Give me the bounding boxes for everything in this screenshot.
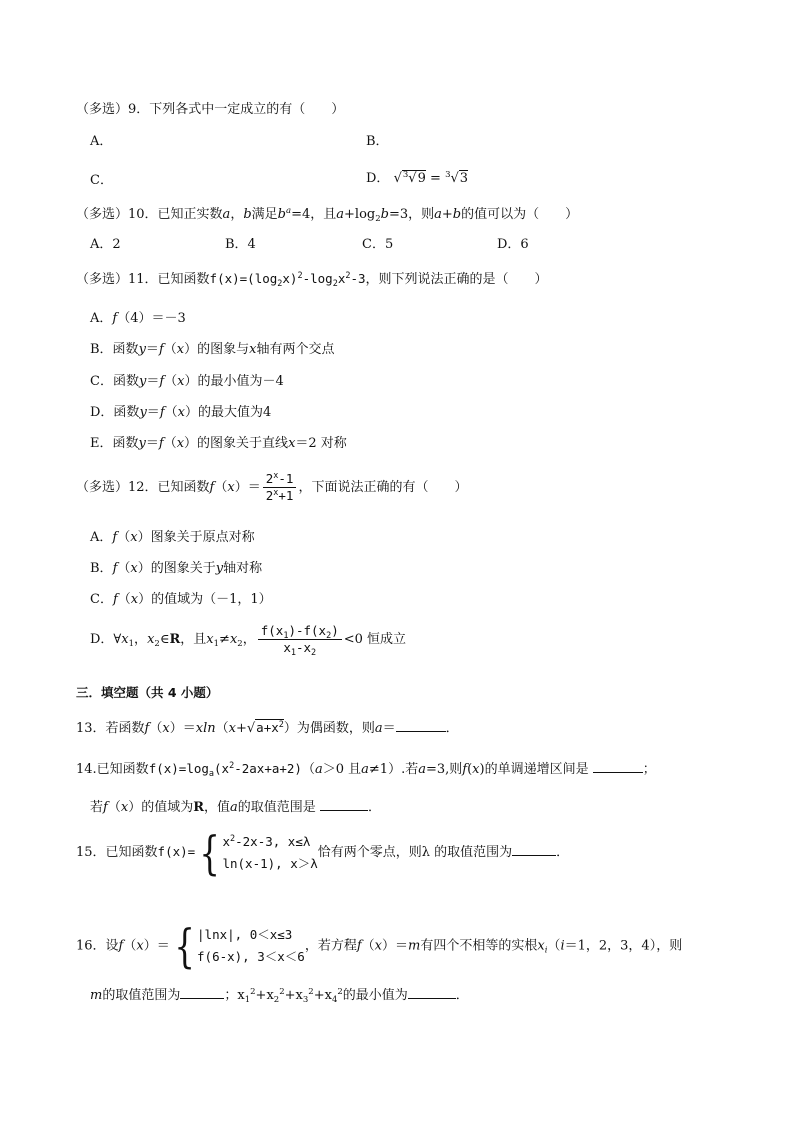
q11-option-b: B．函数y＝f（x）的图象与x轴有两个交点: [90, 342, 335, 357]
q13-stem: 13．若函数$f(x)=xln(x+√a+x^2)$为偶函数，则a＝ ．: [76, 720, 459, 736]
q16-cases: |lnx|, 0＜x≤3 f(6-x), 3＜x＜6: [197, 927, 305, 964]
q12-option-c: C．f（x）的值域为（－1，1）: [90, 592, 272, 607]
q11-option-a: A．f（4）＝－3: [90, 311, 186, 326]
answer-blank[interactable]: [320, 798, 368, 811]
section-heading: 三．填空题（共 4 小题）: [76, 685, 219, 700]
left-brace: {: [174, 919, 195, 973]
q16-line1: 16．设f（x）＝{ |lnx|, 0＜x≤3 f(6-x), 3＜x＜6 ，若方程f（x）＝m有四个不相等的实根$x_i(i=1$，2，3，4），则: [76, 919, 683, 973]
q12-option-d: D．$\forall x_1$，$x_2\in R$，且$x_1\ne x_2$， $\frac{f(x_1)-f(x_2)}{x_1-x_2}$ <0 恒成立: [90, 623, 407, 658]
answer-blank[interactable]: [408, 986, 456, 999]
answer-blank[interactable]: [593, 760, 643, 773]
q9-stem: （多选）9．下列各式中一定成立的有（ ）: [76, 102, 345, 117]
sum-of-squares: $x_1^2+x_2^2+x_3^2+x_4^2$: [237, 987, 343, 1005]
radical-sign: √: [246, 721, 256, 736]
answer-blank[interactable]: [396, 719, 446, 732]
q9-option-d: D． √$^3$√9 = $^3$√3: [366, 170, 469, 186]
q10-option-b: B．4: [225, 237, 256, 252]
q12-fraction: $\frac{2^x-1}{2^x+1}$: [263, 471, 297, 504]
left-brace: {: [199, 825, 221, 880]
q15-cases: $x^2-2x-3$, x≤λ ln(x-1), x＞λ: [222, 833, 318, 871]
q11-option-c: C．函数y＝f（x）的最小值为－4: [90, 374, 284, 389]
q14-formula: $f(x)=\log_a(x^2-2ax+a+2)$: [148, 761, 302, 779]
q10-option-c: C．5: [362, 237, 394, 252]
q16-line2: m的取值范围为 ；$x_1^2+x_2^2+x_3^2+x_4^2$的最小值为 ．: [90, 987, 469, 1005]
q9-option-c: C．: [90, 173, 113, 188]
q14-line1: 14.已知函数$f(x)=\log_a(x^2-2ax+a+2)(a>0$ 且a≠1）.若a=3,则f(x)的单调递增区间是 ；: [76, 761, 656, 779]
q12-d-fraction: $\frac{f(x_1)-f(x_2)}{x_1-x_2}$: [258, 623, 342, 656]
q15-stem: 15．已知函数f(x)={ $x^2-2x-3$, x≤λ ln(x-1), x＞λ 恰有两个零点，则λ 的取值范围为 ．: [76, 825, 570, 880]
q11-option-d: D．函数y＝f（x）的最大值为4: [90, 405, 272, 420]
nested-radical: √$^3$√9: [393, 170, 426, 186]
answer-blank[interactable]: [180, 986, 224, 999]
q9-option-a: A．: [90, 134, 113, 149]
q11-option-e: E．函数y＝f（x）的图象关于直线x＝2 对称: [90, 436, 347, 451]
q10-option-a: A．2: [90, 237, 121, 252]
q12-option-b: B．f（x）的图象关于y轴对称: [90, 561, 263, 576]
q12-stem: （多选）12．已知函数f（x）＝ $\frac{2^x-1}{2^x+1}$ ，下面说法正确的有（ ）: [76, 471, 468, 503]
q11-formula: $f(x)=(\log_2x)^2-\log_2x^2-3$: [209, 271, 366, 289]
q10-stem: （多选）10．已知正实数a，b满足$b^a=4$，且$a+\log_2b=3$，则a+b的值可以为（ ）: [76, 206, 579, 224]
q14-line2: 若f（x）的值域为R，值a的取值范围是 ．: [90, 800, 381, 815]
q11-stem: （多选）11．已知函数$f(x)=(\log_2x)^2-\log_2x^2-3$，则下列说法正确的是（ ）: [76, 271, 548, 289]
answer-blank[interactable]: [512, 843, 556, 856]
q9-option-b: B．: [366, 134, 389, 149]
q12-option-a: A．f（x）图象关于原点对称: [90, 530, 255, 545]
q10-option-d: D．6: [497, 237, 529, 252]
